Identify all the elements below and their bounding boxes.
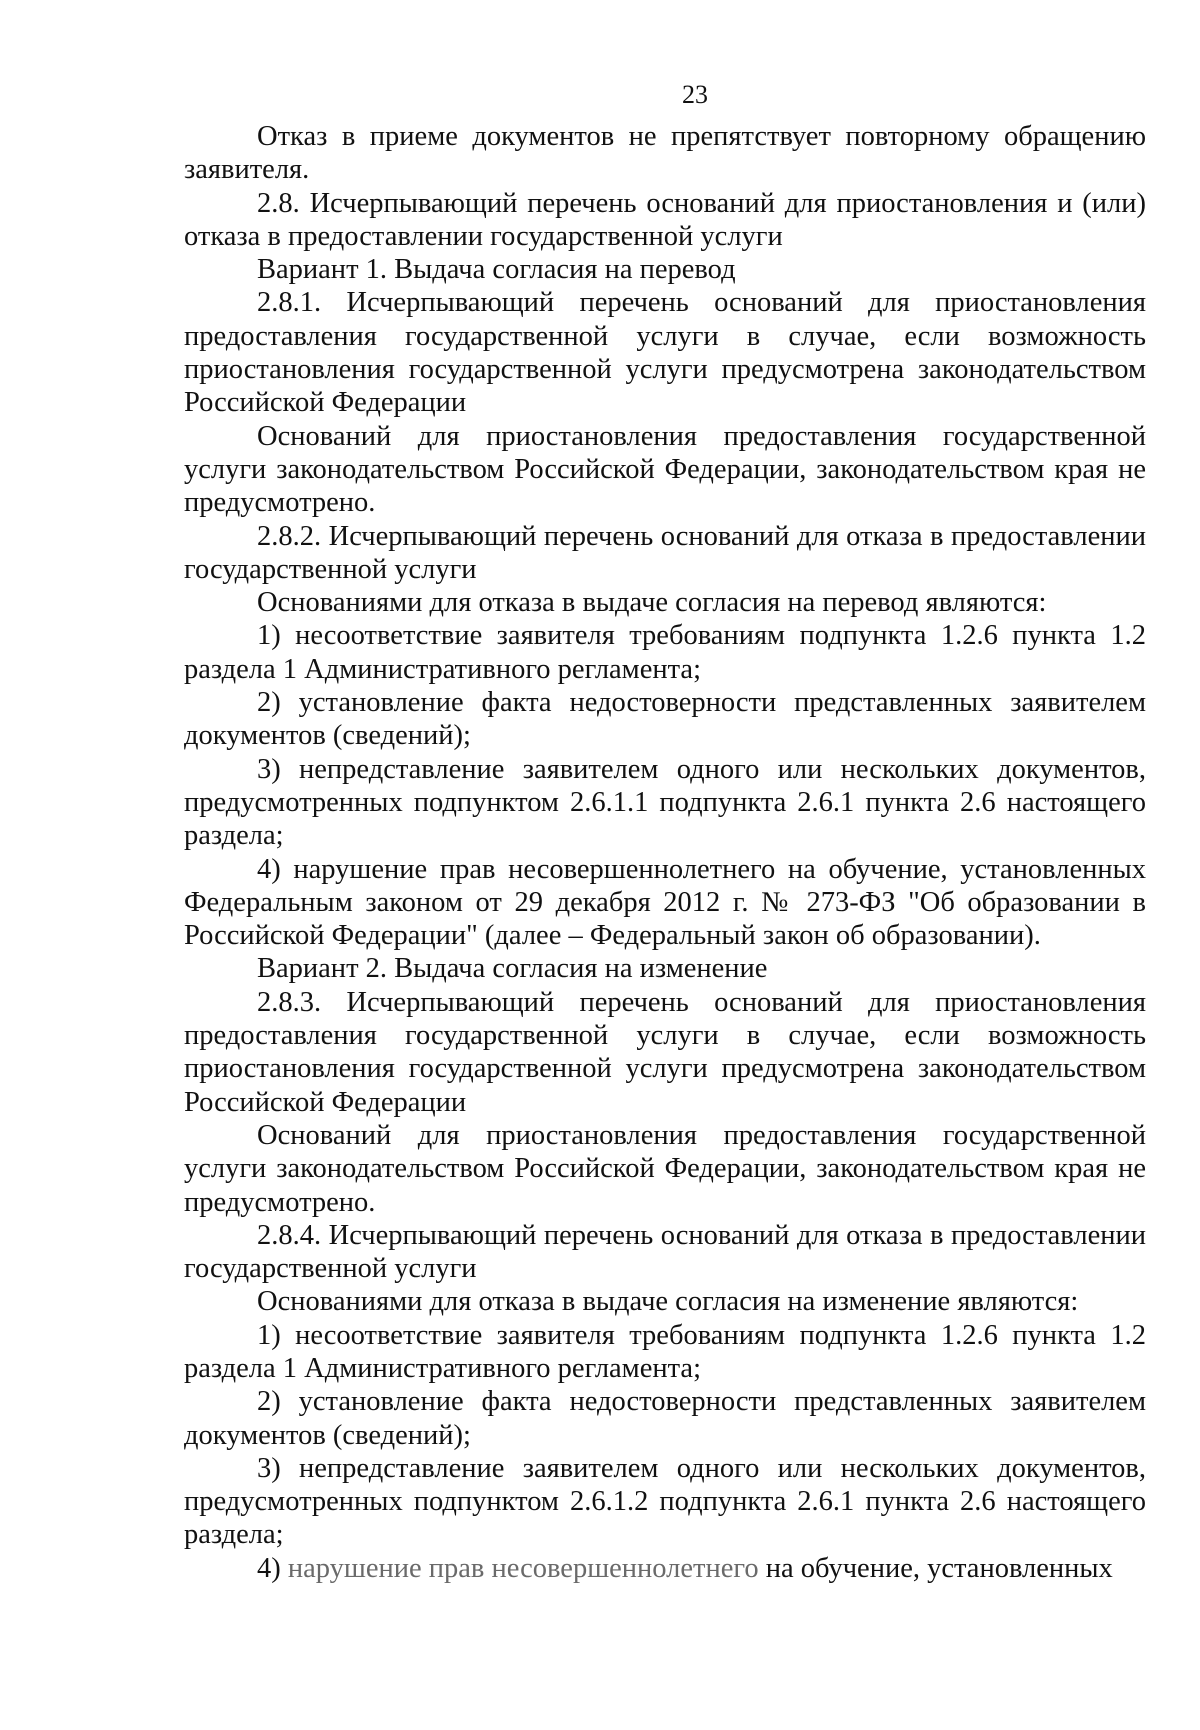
- section-heading-2-8-2: 2.8.2. Исчерпывающий перечень оснований для отказа в предоставлении государственной услуги: [184, 520, 1146, 585]
- list-item: 2) установление факта недостоверности представленных заявителем документов (сведений);: [184, 687, 1146, 752]
- page-number: 23: [682, 80, 708, 109]
- list-item-partial: [184, 1552, 1146, 1585]
- list-item: 4) нарушение прав несовершеннолетнего на обучение, установленных Федеральным законом от 29 декабря 2012 г. № 273-ФЗ "Об образовании в Российской Федерации" (далее – Федеральный закон об образовании).: [184, 853, 1146, 952]
- document-body: [184, 120, 1146, 1585]
- list-item: 2) установление факта недостоверности представленных заявителем документов (сведений);: [184, 1386, 1146, 1451]
- list-item-prefix: 4): [257, 1552, 288, 1584]
- paragraph-grounds-change: Основаниями для отказа в выдаче согласия на изменение являются:: [257, 1286, 1079, 1318]
- list-item: 1) несоответствие заявителя требованиям подпункта 1.2.6 пункта 1.2 раздела 1 Административного регламента;: [184, 620, 1146, 685]
- paragraph-no-suspension-1: Оснований для приостановления предоставления государственной услуги законодательством Российской Федерации, законодательством края не предусмотрено.: [184, 420, 1146, 519]
- list-item: 3) непредставление заявителем одного или нескольких документов, предусмотренных подпунктом 2.6.1.2 подпункта 2.6.1 пункта 2.6 настоящего раздела;: [184, 1452, 1146, 1551]
- variant-1-heading: Вариант 1. Выдача согласия на перевод: [257, 254, 736, 286]
- section-heading-2-8: 2.8. Исчерпывающий перечень оснований для приостановления и (или) отказа в предоставлении государственной услуги: [184, 187, 1146, 252]
- paragraph-refusal-note: Отказ в приеме документов не препятствует повторному обращению заявителя.: [184, 121, 1146, 186]
- paragraph-no-suspension-2: Оснований для приостановления предоставления государственной услуги законодательством Российской Федерации, законодательством края не предусмотрено.: [184, 1119, 1146, 1218]
- faded-text: нарушение прав несовершеннолетнего: [287, 1552, 759, 1584]
- section-heading-2-8-1: 2.8.1. Исчерпывающий перечень оснований для приостановления предоставления государственной услуги в случае, если возможность приостановления государственной услуги предусмотрена законодательством Российской Федерации: [184, 287, 1146, 419]
- paragraph-grounds-transfer: Основаниями для отказа в выдаче согласия на перевод являются:: [257, 587, 1047, 619]
- list-item: 1) несоответствие заявителя требованиям подпункта 1.2.6 пункта 1.2 раздела 1 Административного регламента;: [184, 1319, 1146, 1384]
- list-item: 3) непредставление заявителем одного или нескольких документов, предусмотренных подпунктом 2.6.1.1 подпункта 2.6.1 пункта 2.6 настоящего раздела;: [184, 753, 1146, 852]
- section-heading-2-8-4: 2.8.4. Исчерпывающий перечень оснований для отказа в предоставлении государственной услуги: [184, 1219, 1146, 1285]
- section-heading-2-8-3: 2.8.3. Исчерпывающий перечень оснований для приостановления предоставления государственной услуги в случае, если возможность приостановления государственной услуги предусмотрена законодательством Российской Федерации: [184, 986, 1146, 1118]
- variant-2-heading: Вариант 2. Выдача согласия на изменение: [257, 953, 768, 985]
- list-item-suffix: на обучение, установленных: [758, 1552, 1113, 1584]
